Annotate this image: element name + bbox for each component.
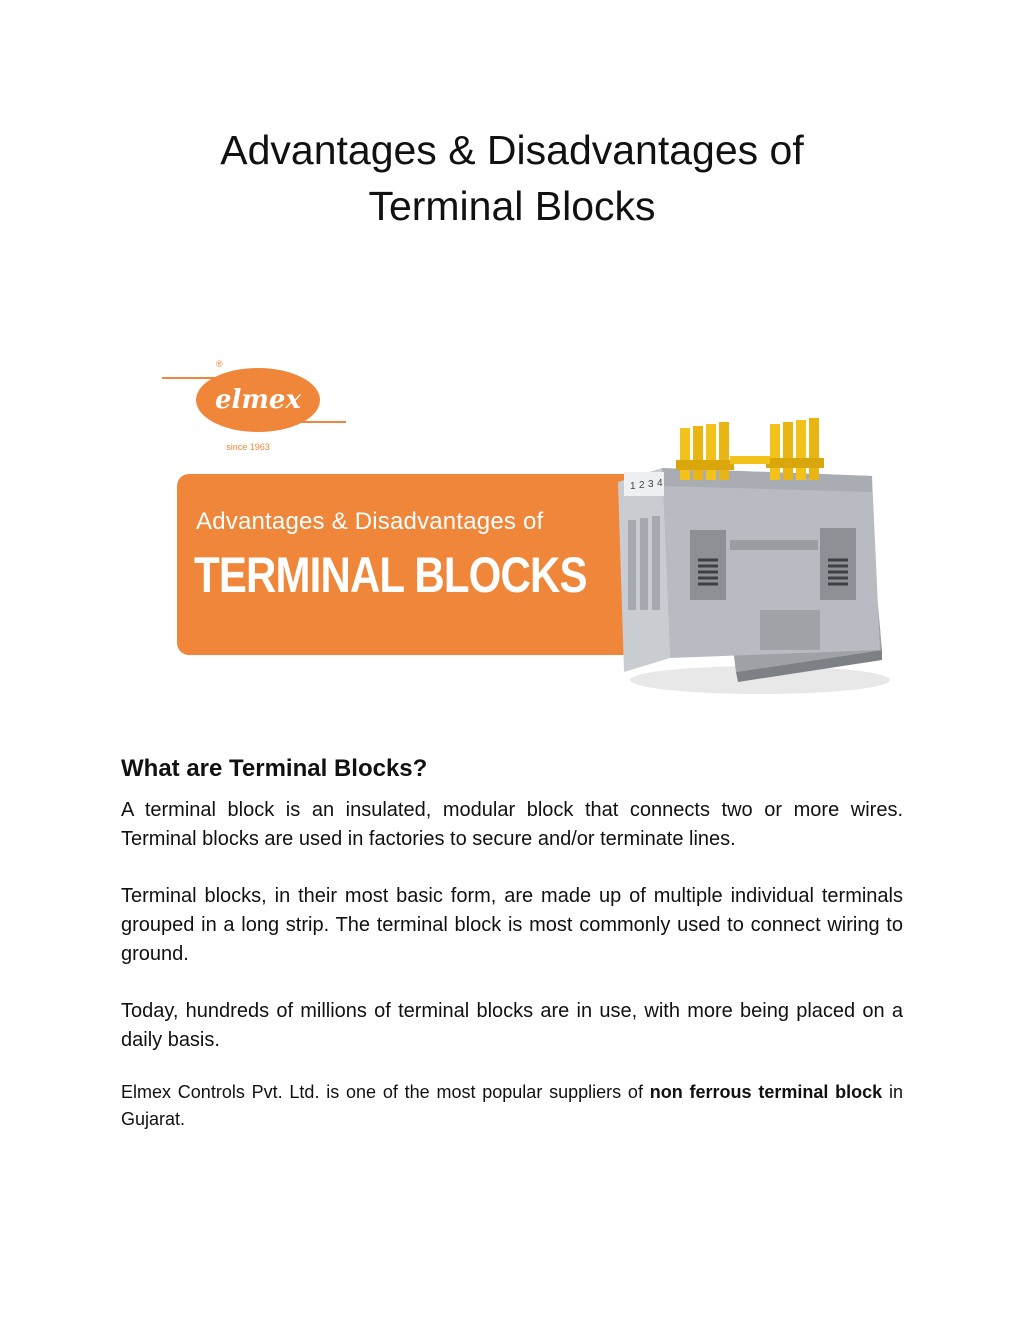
page-title [0,122,1024,234]
page-title-line-2: Terminal Blocks [368,183,656,229]
closing-paragraph [121,1079,903,1133]
closing-suffix: in Gujarat. [121,1082,903,1129]
page-title-line-1: Advantages & Disadvantages of [220,127,804,173]
paragraph-1: A terminal block is an insulated, modular block that connects two or more wires. Terminal blocks are used in factories to secure and/or terminate lines. [121,799,903,850]
paragraph-2: Terminal blocks, in their most basic form, are made up of multiple individual terminals grouped in a long strip. The terminal block is most commonly used to connect wiring to ground. [121,885,903,965]
section-heading: What are Terminal Blocks? [121,755,428,782]
elmex-logo [150,350,350,460]
terminal-block-product-image [610,410,895,700]
svg-text:2: 2 [639,480,645,491]
svg-text:elmex: elmex [215,385,301,415]
svg-text:®: ® [216,359,223,369]
paragraph-3: Today, hundreds of millions of terminal blocks are in use, with more being placed on a daily basis. [121,1000,903,1051]
closing-bold-phrase: non ferrous terminal block [649,1082,883,1102]
banner-subtitle: Advantages & Disadvantages of [196,508,544,535]
hero-banner-image [140,340,900,700]
main-content [121,752,903,1161]
svg-text:4: 4 [657,478,663,489]
banner-headline: TERMINAL BLOCKS [194,547,587,603]
svg-text:since 1963: since 1963 [226,442,270,452]
svg-text:1: 1 [630,481,636,492]
svg-text:3: 3 [648,479,654,490]
closing-prefix: Elmex Controls Pvt. Ltd. is one of the most popular suppliers of [121,1082,643,1102]
